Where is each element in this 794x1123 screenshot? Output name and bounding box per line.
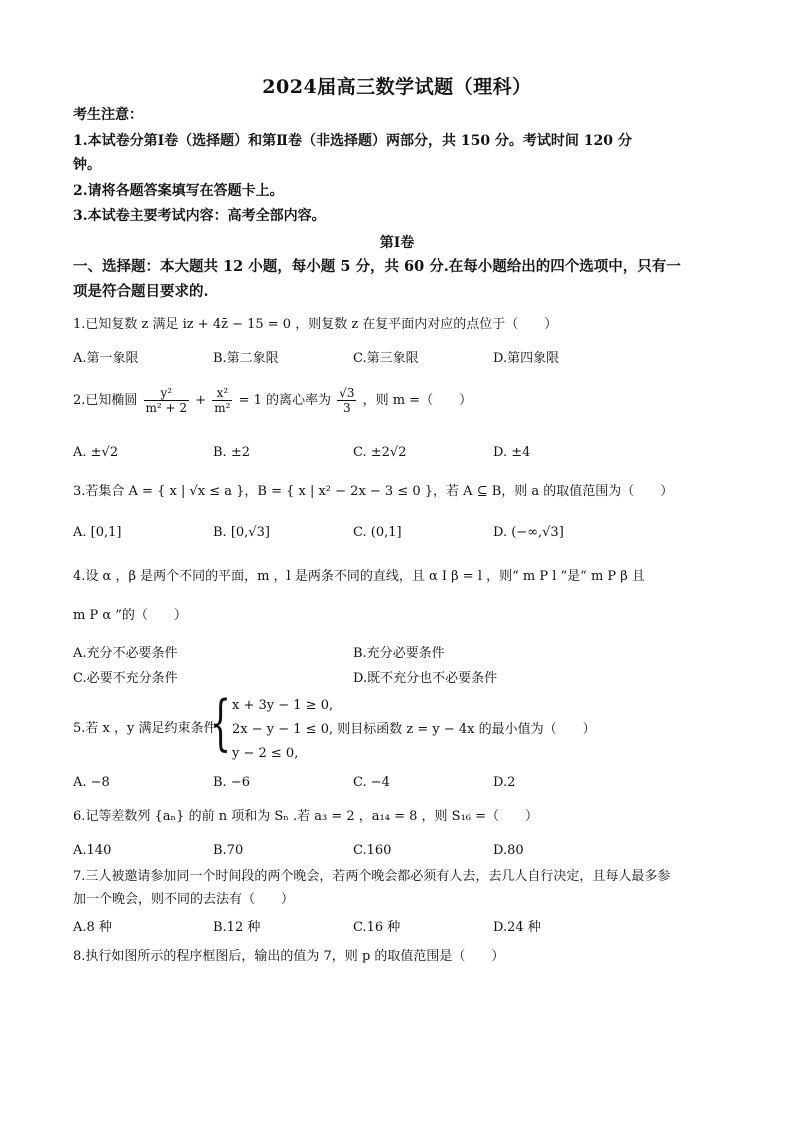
notice-heading: 考生注意： <box>73 107 143 123</box>
q7-option-c: C.16 种 <box>353 920 401 935</box>
q5-constraint-1: x + 3y − 1 ≥ 0, <box>232 698 334 713</box>
question-6-options <box>73 843 733 863</box>
notice-item-1: 1.本试卷分第Ⅰ卷（选择题）和第Ⅱ卷（非选择题）两部分，共 150 分。考试时间 120 分 <box>73 133 632 149</box>
question-4-stem-line-1: 4.设 α ，β 是两个不同的平面，m ，l 是两条不同的直线，且 α I β = l ，则“ m P l ”是“ m P β 且 <box>73 569 645 584</box>
q3-option-a: A. [0,1] <box>73 525 122 540</box>
q3-option-c: C. (0,1] <box>353 525 402 540</box>
question-3-stem: 3.若集合 A = { x | √x ≤ a }，B = { x | x² − 2x − 3 ≤ 0 }，若 A ⊆ B，则 a 的取值范围为（ ） <box>73 484 674 499</box>
question-7-stem-line-1: 7.三人被邀请参加同一个时间段的两个晚会，若两个晚会都必须有人去，去几人自行决定，且每人最多参 <box>73 869 671 884</box>
q7-option-a: A.8 种 <box>73 920 112 935</box>
q7-option-b: B.12 种 <box>213 920 261 935</box>
q5-option-d: D.2 <box>493 775 516 790</box>
question-7-options <box>73 916 733 936</box>
question-4-options-row-2 <box>73 667 733 687</box>
notice-block <box>73 104 723 224</box>
q2-option-d: D. ±4 <box>493 445 531 460</box>
section-heading <box>73 254 723 304</box>
q5-option-c: C. −4 <box>353 775 390 790</box>
exam-title: 2024届高三数学试题（理科） <box>262 76 532 98</box>
q2-pre: 2.已知椭圆 <box>73 393 138 408</box>
q6-option-c: C.160 <box>353 843 392 858</box>
q4-option-d: D.既不充分也不必要条件 <box>353 671 498 686</box>
q2-mid: = 1 的离心率为 <box>238 393 332 408</box>
question-1-stem: 1.已知复数 z 满足 iz + 4z̄ − 15 = 0 ，则复数 z 在复平面内对应的点位于（ ） <box>73 317 558 332</box>
q2-plus: + <box>195 393 207 408</box>
question-7-stem-line-2: 加一个晚会，则不同的去法有（ ） <box>73 892 295 907</box>
q5-constraint-2: 2x − y − 1 ≤ 0, 则目标函数 z = y − 4x 的最小值为（ ） <box>232 722 596 737</box>
q2-fraction-1: $\frac{\text{y²}}{\text{m² + 2}}$ <box>145 386 188 415</box>
question-4-options-row-1 <box>73 642 733 662</box>
q7-option-d: D.24 种 <box>493 920 541 935</box>
q5-pre: 5.若 x ，y 满足约束条件 <box>73 721 217 736</box>
q6-option-a: A.140 <box>73 843 112 858</box>
question-2-stem <box>73 384 472 418</box>
part-heading: 第Ⅰ卷 <box>379 235 415 251</box>
section-line-2: 项是符合题目要求的. <box>73 283 209 300</box>
q2-post: ，则 m =（ ） <box>362 393 473 408</box>
q5-brace: { <box>210 688 232 758</box>
question-8-stem: 8.执行如图所示的程序框图后，输出的值为 7，则 p 的取值范围是（ ） <box>73 949 505 964</box>
q6-option-b: B.70 <box>213 843 244 858</box>
notice-item-3: 3.本试卷主要考试内容：高考全部内容。 <box>73 208 326 224</box>
notice-item-1-cont: 钟。 <box>73 157 101 173</box>
q5-option-b: B. −6 <box>213 775 250 790</box>
question-3-options <box>73 525 733 545</box>
question-2-options <box>73 445 733 465</box>
q2-option-a: A. ±√2 <box>73 445 119 460</box>
q1-option-a: A.第一象限 <box>73 351 139 366</box>
q4-option-b: B.充分必要条件 <box>353 646 445 661</box>
q1-option-d: D.第四象限 <box>493 351 560 366</box>
q6-option-d: D.80 <box>493 843 524 858</box>
notice-item-2: 2.请将各题答案填写在答题卡上。 <box>73 183 284 199</box>
question-5-options <box>73 775 733 795</box>
question-6-stem: 6.记等差数列 {aₙ} 的前 n 项和为 Sₙ .若 a₃ = 2 ，a₁₄ = 8 ，则 S₁₆ =（ ） <box>73 809 539 824</box>
q1-option-c: C.第三象限 <box>353 351 419 366</box>
q2-option-b: B. ±2 <box>213 445 250 460</box>
q3-option-b: B. [0,√3] <box>213 525 270 540</box>
q3-option-d: D. (−∞,√3] <box>493 525 564 540</box>
q2-fraction-3: $\frac{√3}{3}$ <box>339 386 355 415</box>
q4-option-c: C.必要不充分条件 <box>73 671 178 686</box>
q5-constraints <box>232 694 596 766</box>
q2-fraction-2: $\frac{\text{x²}}{\text{m²}}$ <box>214 386 231 415</box>
q1-option-b: B.第二象限 <box>213 351 279 366</box>
q4-option-a: A.充分不必要条件 <box>73 646 178 661</box>
question-1-options <box>73 347 733 367</box>
q5-option-a: A. −8 <box>73 775 110 790</box>
q5-constraint-3: y − 2 ≤ 0, <box>232 746 299 761</box>
q2-option-c: C. ±2√2 <box>353 445 407 460</box>
question-4-stem-line-2: m P α ”的（ ） <box>73 608 187 623</box>
section-line-1: 一、选择题：本大题共 12 小题，每小题 5 分，共 60 分.在每小题给出的四个选项中，只有一 <box>73 258 681 275</box>
